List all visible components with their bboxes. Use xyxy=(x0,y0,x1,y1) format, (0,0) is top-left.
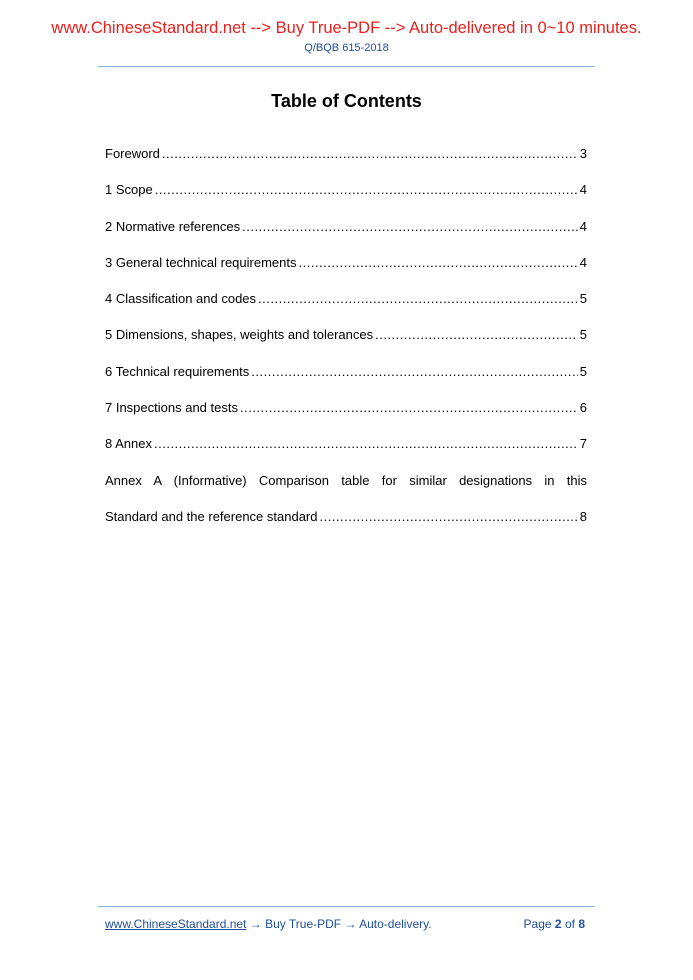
dot-leader xyxy=(162,146,578,162)
dot-leader xyxy=(319,509,577,525)
toc-entry-title: 1 Scope xyxy=(105,182,153,198)
page-of: of xyxy=(564,917,575,931)
header-divider xyxy=(98,66,595,67)
dot-leader xyxy=(240,400,578,416)
toc-entry-inspections-and-tests[interactable] xyxy=(105,400,587,436)
dot-leader xyxy=(242,219,578,235)
page-current: 2 xyxy=(554,917,562,931)
footer-link[interactable]: www.ChineseStandard.net xyxy=(105,917,247,931)
toc-entry-normative-references[interactable] xyxy=(105,219,587,255)
toc-entry-title: 2 Normative references xyxy=(105,218,241,234)
page-indicator xyxy=(524,917,585,932)
toc-entry-page: 4 xyxy=(579,254,587,270)
footer-promo-text: → Buy True-PDF → Auto-delivery. xyxy=(246,917,432,931)
toc-entry-annex-a-line2[interactable] xyxy=(105,509,587,545)
toc-entry-title: 6 Technical requirements xyxy=(105,363,250,379)
page-label: Page xyxy=(523,917,552,931)
toc-entry-page: 5 xyxy=(579,327,587,343)
footer-promo xyxy=(105,917,432,932)
toc-entry-title: Foreword xyxy=(105,146,160,161)
toc-entry-scope[interactable] xyxy=(105,182,587,218)
toc-entry-page: 4 xyxy=(579,182,587,198)
toc-entry-page: 5 xyxy=(579,291,587,307)
promo-banner[interactable]: www.ChineseStandard.net --> Buy True-PDF --> Auto-delivered in 0~10 minutes. xyxy=(51,19,642,37)
toc-entry-foreword[interactable] xyxy=(105,146,587,182)
toc-entry-technical-requirements[interactable] xyxy=(105,364,587,400)
toc-entry-title: 4 Classification and codes xyxy=(105,291,257,307)
toc-entry-dimensions[interactable] xyxy=(105,327,587,363)
dot-leader xyxy=(251,364,577,380)
toc-entry-page: 8 xyxy=(579,508,587,524)
page-total: 8 xyxy=(578,917,585,931)
dot-leader xyxy=(375,327,578,343)
dot-leader xyxy=(155,182,578,198)
toc-entry-page: 4 xyxy=(579,218,587,234)
toc-entry-title: 5 Dimensions, shapes, weights and tolerances xyxy=(105,327,374,343)
toc-entry-annex-a-line1[interactable]: Annex A (Informative) Comparison table for similar designations in this xyxy=(105,472,587,488)
toc-entry-title: 8 Annex xyxy=(105,436,152,452)
toc-entry-title: 7 Inspections and tests xyxy=(105,400,238,416)
document-number: Q/BQB 615-2018 xyxy=(304,42,389,54)
toc-entry-title: Standard and the reference standard xyxy=(105,508,318,524)
toc-entry-page: 3 xyxy=(579,146,587,161)
toc-title: Table of Contents xyxy=(271,91,422,111)
toc-entry-page: 5 xyxy=(579,363,587,379)
toc-entry-page: 7 xyxy=(579,436,587,452)
toc-entry-title: 3 General technical requirements xyxy=(105,254,297,270)
toc-entry-annex[interactable] xyxy=(105,436,587,472)
footer-divider xyxy=(98,906,595,907)
toc-entry-general-technical-requirements[interactable] xyxy=(105,255,587,291)
dot-leader xyxy=(258,291,578,307)
toc-entry-page: 6 xyxy=(579,400,587,416)
toc-entry-classification-and-codes[interactable] xyxy=(105,291,587,327)
dot-leader xyxy=(154,436,578,452)
toc-list xyxy=(105,146,587,545)
dot-leader xyxy=(299,255,578,271)
